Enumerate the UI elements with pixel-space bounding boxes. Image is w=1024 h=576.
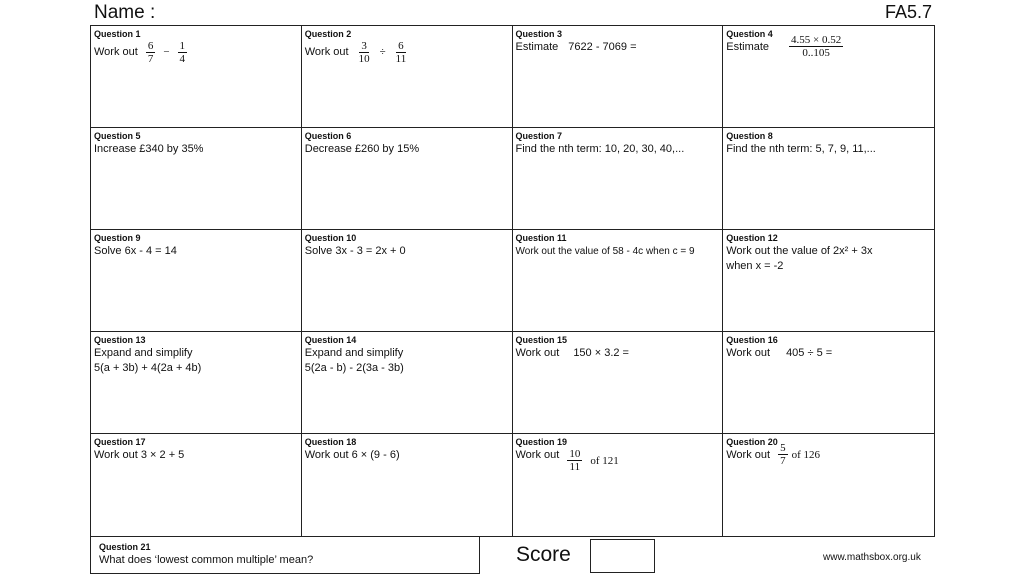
expression: 405 ÷ 5 = <box>786 347 833 359</box>
question-title: Question 7 <box>515 131 563 141</box>
question-grid <box>90 25 935 537</box>
fraction <box>567 448 582 473</box>
question-text: Work out <box>726 347 771 359</box>
question-4-cell <box>723 26 934 128</box>
fraction <box>778 442 788 467</box>
question-13-cell <box>91 332 302 434</box>
question-title: Question 6 <box>304 131 352 141</box>
numerator: 4.55 × 0.52 <box>791 34 842 46</box>
question-title: Question 11 <box>515 233 567 243</box>
operator: ÷ <box>379 46 386 58</box>
question-title: Question 9 <box>94 233 141 243</box>
fraction-tail: of 121 <box>590 455 619 467</box>
question-2-cell <box>302 26 513 128</box>
question-text: Expand and simplify <box>94 347 193 359</box>
question-text: Work out the value of 2x² + 3x <box>726 245 873 257</box>
numerator: 1 <box>179 40 186 52</box>
expression: 7622 - 7069 = <box>568 41 637 53</box>
question-text: Estimate <box>515 41 559 53</box>
question-11-cell <box>513 230 724 332</box>
question-12-cell <box>723 230 934 332</box>
question-text: Work out 3 × 2 + 5 <box>94 449 185 461</box>
name-label: Name : <box>94 2 156 23</box>
numerator: 6 <box>147 40 154 52</box>
fraction-tail: of 126 <box>791 449 820 461</box>
denominator: 10 <box>358 53 370 65</box>
question-title: Question 15 <box>515 335 568 345</box>
question-title: Question 19 <box>515 437 568 447</box>
question-19-cell <box>513 434 724 536</box>
question-title: Question 12 <box>726 233 778 243</box>
question-6-cell <box>302 128 513 230</box>
question-text: Work out <box>726 449 771 461</box>
fraction <box>789 34 843 59</box>
fraction <box>357 40 372 65</box>
question-title: Question 3 <box>515 29 563 39</box>
numerator: 10 <box>569 448 581 460</box>
question-text-line2: 5(a + 3b) + 4(2a + 4b) <box>94 362 202 374</box>
denominator: 11 <box>569 461 581 473</box>
numerator: 6 <box>398 40 404 52</box>
denominator: 11 <box>395 53 407 65</box>
question-21-cell <box>90 536 480 574</box>
question-text: Expand and simplify <box>304 347 404 359</box>
fraction <box>146 40 156 65</box>
question-text: Work out 6 × (9 - 6) <box>304 449 400 461</box>
question-title: Question 16 <box>726 335 778 345</box>
question-text: Solve 3x - 3 = 2x + 0 <box>304 245 406 257</box>
question-title: Question 8 <box>726 131 773 141</box>
question-text: Decrease £260 by 15% <box>304 143 420 155</box>
question-title: Question 1 <box>94 29 141 39</box>
question-text: Work out <box>515 347 560 359</box>
operator: − <box>163 46 170 58</box>
question-9-cell <box>91 230 302 332</box>
question-title: Question 14 <box>304 335 357 345</box>
question-15-cell <box>513 332 724 434</box>
question-8-cell <box>723 128 934 230</box>
sheet-code: FA5.7 <box>884 2 932 22</box>
question-title: Question 18 <box>304 437 357 447</box>
question-5-cell <box>91 128 302 230</box>
question-text: Work out <box>515 449 560 461</box>
question-20-cell <box>723 434 934 536</box>
question-text: Estimate <box>726 41 770 53</box>
denominator: 4 <box>179 53 186 65</box>
score-label: Score <box>516 543 571 566</box>
question-title: Question 13 <box>94 335 146 345</box>
question-title: Question 10 <box>304 233 357 243</box>
question-1-cell <box>91 26 302 128</box>
website-url: www.mathsbox.org.uk <box>823 552 921 563</box>
question-text: Work out <box>94 46 138 58</box>
question-10-cell <box>302 230 513 332</box>
question-text-line2: when x = -2 <box>726 260 784 272</box>
question-7-cell <box>513 128 724 230</box>
question-14-cell <box>302 332 513 434</box>
fraction <box>394 40 409 65</box>
question-text: Find the nth term: 10, 20, 30, 40,... <box>515 143 685 155</box>
score-box[interactable] <box>590 539 655 573</box>
numerator: 5 <box>780 442 786 454</box>
question-title: Question 4 <box>726 29 773 39</box>
question-text: Work out <box>304 46 349 58</box>
numerator: 3 <box>361 40 367 52</box>
question-text: Work out the value of 58 - 4c when c = 9 <box>515 246 695 257</box>
question-3-cell <box>513 26 724 128</box>
question-text: Solve 6x - 4 = 14 <box>94 245 177 257</box>
expression: 150 × 3.2 = <box>573 347 629 359</box>
question-text: What does ‘lowest common multiple’ mean? <box>99 554 314 566</box>
question-title: Question 20 <box>726 437 778 447</box>
question-title: Question 5 <box>94 131 141 141</box>
question-17-cell <box>91 434 302 536</box>
denominator: 7 <box>147 53 154 65</box>
denominator: 0..105 <box>802 47 830 59</box>
question-title: Question 21 <box>99 542 151 552</box>
question-16-cell <box>723 332 934 434</box>
fraction <box>178 40 188 65</box>
question-text-line2: 5(2a - b) - 2(3a - 3b) <box>304 362 404 374</box>
question-title: Question 2 <box>304 29 352 39</box>
denominator: 7 <box>780 455 786 467</box>
question-text: Increase £340 by 35% <box>94 143 204 155</box>
question-title: Question 17 <box>94 437 146 447</box>
question-text: Find the nth term: 5, 7, 9, 11,... <box>726 143 876 155</box>
question-18-cell <box>302 434 513 536</box>
